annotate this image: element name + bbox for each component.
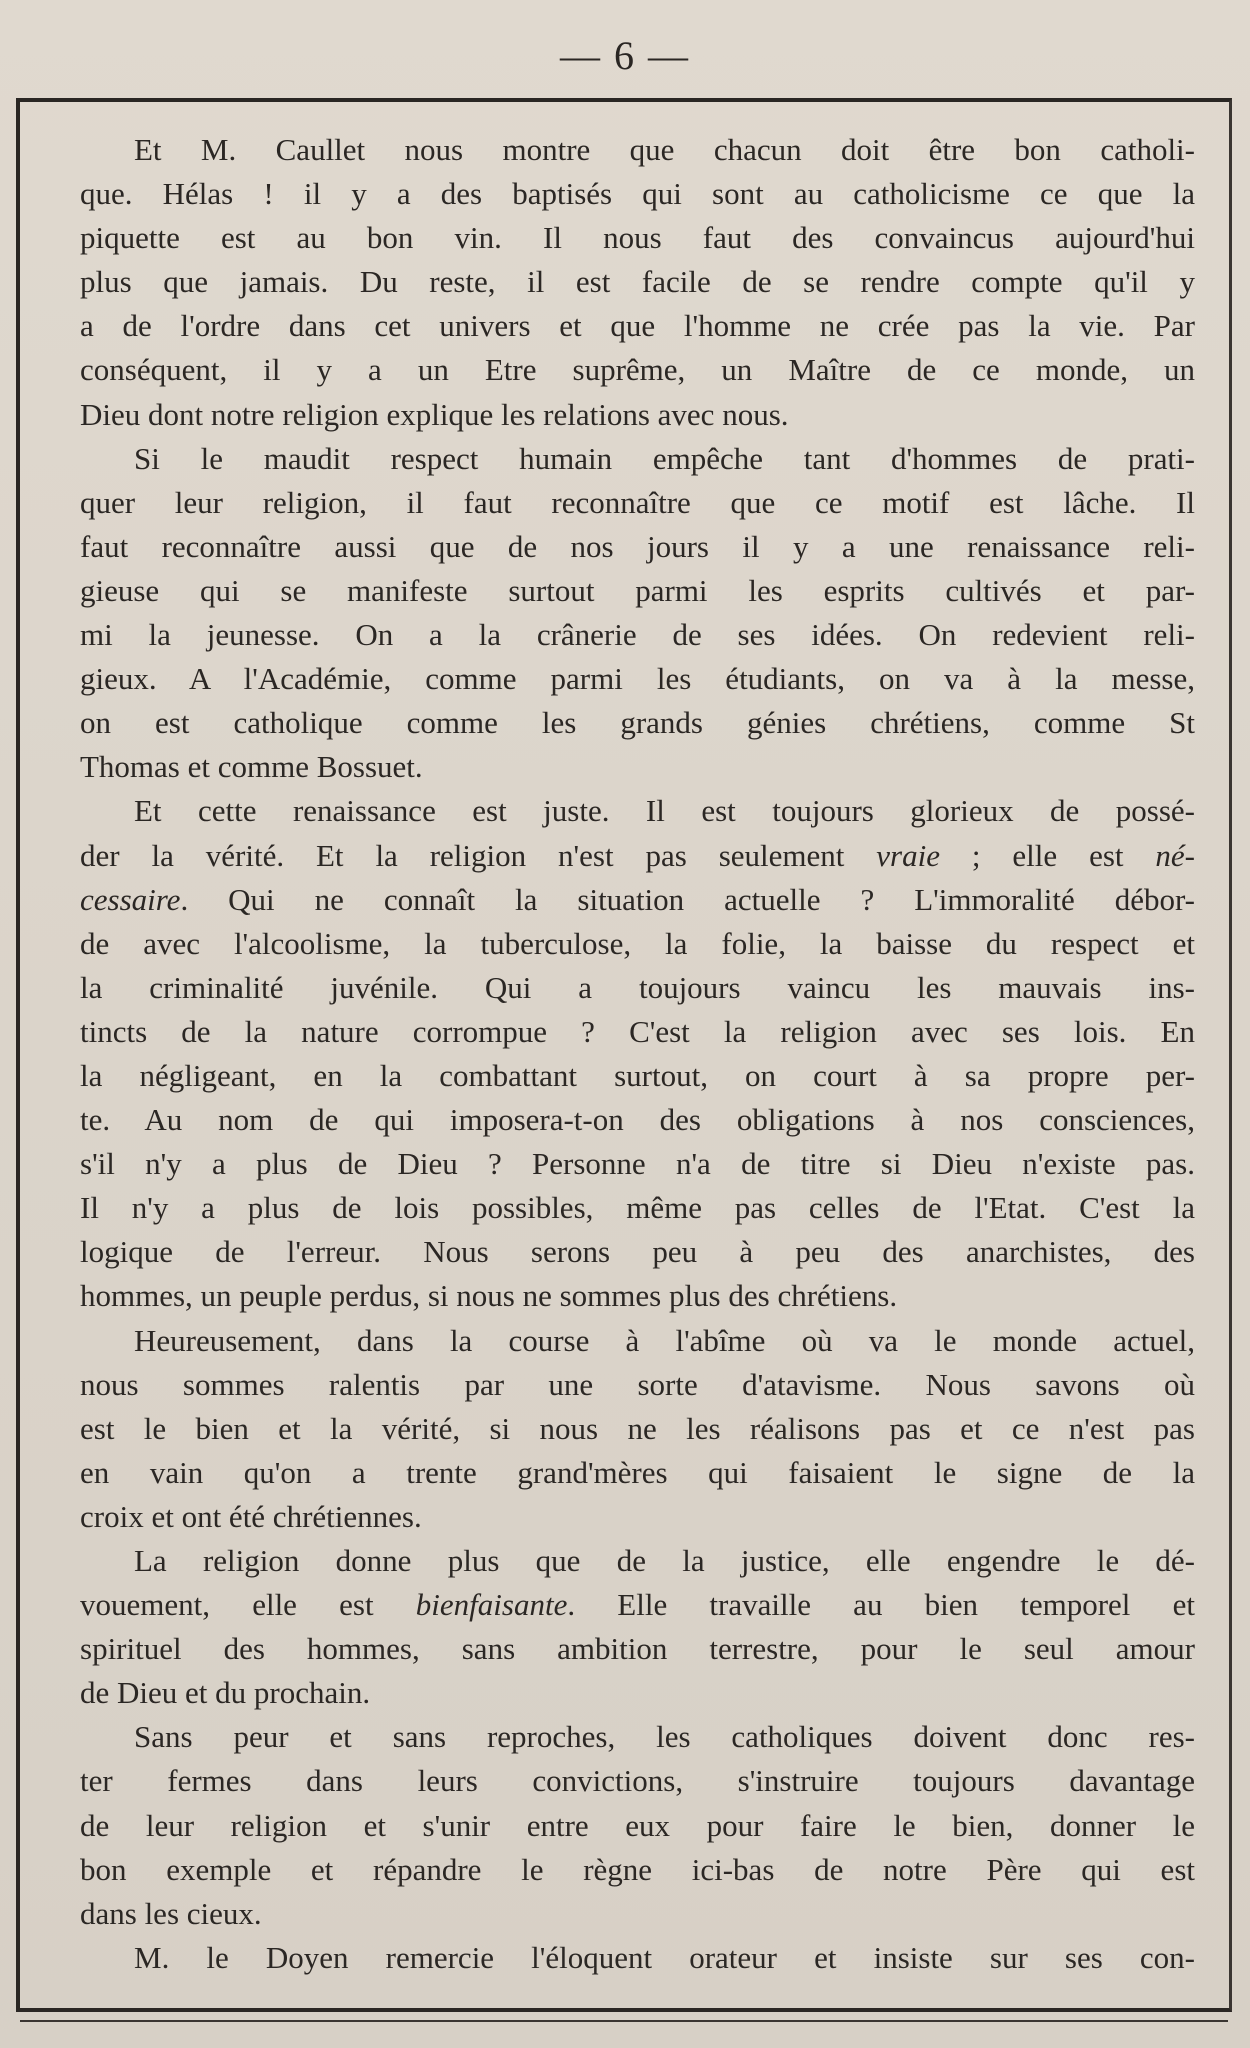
text-line: s'il n'y a plus de Dieu ? Personne n'a de titre si Dieu n'existe pas.	[80, 1146, 1195, 1182]
paragraph-2	[80, 437, 1195, 790]
text-line: que. Hélas ! il y a des baptisés qui sont au catholicisme ce que la	[80, 176, 1195, 212]
text-segment: ; elle est	[940, 837, 1156, 873]
text-line: M. le Doyen remercie l'éloquent orateur et insiste sur ses con-	[134, 1939, 1195, 1975]
text-line: gieuse qui se manifeste surtout parmi les esprits cultivés et par-	[80, 572, 1195, 608]
text-line: piquette est au bon vin. Il nous faut des convaincus aujourd'hui	[80, 220, 1195, 256]
text-line: gieux. A l'Académie, comme parmi les étudiants, on va à la messe,	[80, 661, 1195, 697]
text-line-with-italics	[80, 834, 1195, 878]
italic-word: vraie	[876, 837, 940, 873]
paragraph-4	[80, 1319, 1195, 1539]
text-line: de avec l'alcoolisme, la tuberculose, la folie, la baisse du respect et	[80, 925, 1195, 961]
text-line: mi la jeunesse. On a la crânerie de ses idées. On redevient reli-	[80, 617, 1195, 653]
text-segment: vouement, elle est	[80, 1587, 416, 1623]
text-line: Dieu dont notre religion explique les relations avec nous.	[80, 396, 789, 432]
text-line: a de l'ordre dans cet univers et que l'homme ne crée pas la vie. Par	[80, 308, 1195, 344]
text-line: la négligeant, en la combattant surtout, on court à sa propre per-	[80, 1057, 1195, 1093]
italic-word: né-	[1155, 837, 1196, 873]
text-line: est le bien et la vérité, si nous ne les réalisons pas et ce n'est pas	[80, 1410, 1195, 1446]
text-line: dans les cieux.	[80, 1895, 262, 1931]
text-line: de Dieu et du prochain.	[80, 1675, 371, 1711]
text-segment: . Elle travaille au bien temporel et	[567, 1587, 1195, 1623]
text-line: conséquent, il y a un Etre suprême, un Maître de ce monde, un	[80, 352, 1195, 388]
paragraph-7	[80, 1936, 1195, 1980]
text-line-with-italics	[80, 1583, 1195, 1627]
text-line: de leur religion et s'unir entre eux pour faire le bien, donner le	[80, 1807, 1195, 1843]
text-line: faut reconnaître aussi que de nos jours il y a une renaissance reli-	[80, 528, 1195, 564]
text-line: bon exemple et répandre le règne ici-bas de notre Père qui est	[80, 1851, 1195, 1887]
paragraph-6	[80, 1715, 1195, 1935]
text-line: Il n'y a plus de lois possibles, même pas celles de l'Etat. C'est la	[80, 1190, 1195, 1226]
text-line: Heureusement, dans la course à l'abîme où va le monde actuel,	[134, 1322, 1195, 1358]
page-number: — 6 —	[560, 33, 690, 78]
text-line-with-italics	[80, 878, 1195, 922]
text-line: hommes, un peuple perdus, si nous ne sommes plus des chrétiens.	[80, 1278, 898, 1314]
text-line: nous sommes ralentis par une sorte d'atavisme. Nous savons où	[80, 1366, 1195, 1402]
text-line: en vain qu'on a trente grand'mères qui faisaient le signe de la	[80, 1454, 1195, 1490]
text-line: logique de l'erreur. Nous serons peu à peu des anarchistes, des	[80, 1234, 1195, 1270]
text-line: quer leur religion, il faut reconnaître que ce motif est lâche. Il	[80, 484, 1195, 520]
text-line: Si le maudit respect humain empêche tant d'hommes de prati-	[134, 440, 1195, 476]
paragraph-3	[80, 789, 1195, 1318]
text-line: plus que jamais. Du reste, il est facile de se rendre compte qu'il y	[80, 264, 1195, 300]
text-line: Sans peur et sans reproches, les catholiques doivent donc res-	[134, 1719, 1195, 1755]
text-segment: . Qui ne connaît la situation actuelle ? L'immoralité débor-	[180, 881, 1195, 917]
text-line: on est catholique comme les grands génies chrétiens, comme St	[80, 705, 1195, 741]
italic-word: bienfaisante	[415, 1587, 568, 1623]
text-line: la criminalité juvénile. Qui a toujours vaincu les mauvais ins-	[80, 969, 1195, 1005]
text-line: Et M. Caullet nous montre que chacun doit être bon catholi-	[134, 132, 1195, 167]
paragraph-5	[80, 1539, 1195, 1715]
italic-word: cessaire	[80, 881, 181, 917]
text-line: Et cette renaissance est juste. Il est toujours glorieux de possé-	[134, 793, 1195, 829]
paragraph-1	[80, 128, 1195, 437]
body-text	[80, 128, 1195, 1980]
text-line: Thomas et comme Bossuet.	[80, 749, 423, 785]
text-line: ter fermes dans leurs convictions, s'instruire toujours davantage	[80, 1763, 1195, 1799]
text-line: croix et ont été chrétiennes.	[80, 1498, 422, 1534]
text-line: spirituel des hommes, sans ambition terrestre, pour le seul amour	[80, 1631, 1195, 1667]
text-line: te. Au nom de qui imposera-t-on des obligations à nos consciences,	[80, 1102, 1195, 1138]
text-line: tincts de la nature corrompue ? C'est la religion avec ses lois. En	[80, 1013, 1195, 1049]
text-segment: der la vérité. Et la religion n'est pas seulement	[80, 837, 877, 873]
bottom-rule	[20, 2020, 1228, 2022]
text-line: La religion donne plus que de la justice, elle engendre le dé-	[134, 1543, 1195, 1578]
